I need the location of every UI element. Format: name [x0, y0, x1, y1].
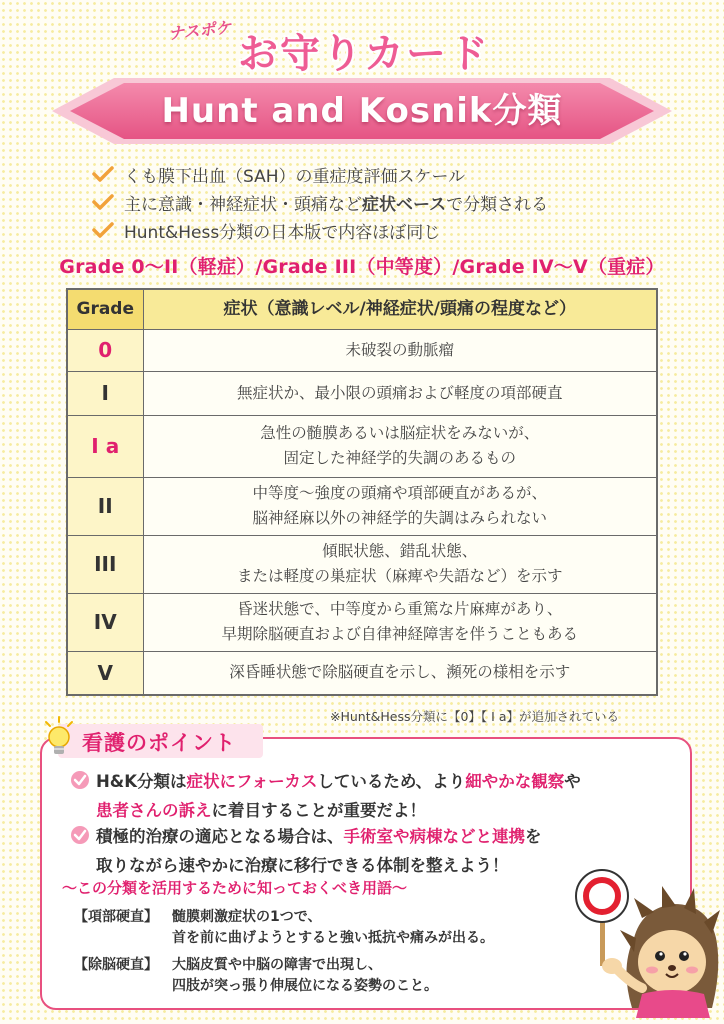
point-text: H&K分類は — [96, 772, 187, 791]
symptom-cell — [143, 477, 657, 535]
check-circle-icon — [70, 770, 90, 790]
point-text: 取りながら速やかに治療に移行できる体制を整えよう！ — [96, 856, 509, 875]
term-item — [74, 907, 494, 949]
term-name: 【除脳硬直】 — [74, 957, 158, 973]
banner-title: Hunt and Kosnik分類 — [161, 91, 563, 131]
point-1-line-2 — [70, 796, 581, 825]
grade-cell: I — [67, 371, 143, 415]
symptom-line: 急性の髄膜あるいは脳症状をみないが、 — [260, 424, 540, 442]
grade-cell: 0 — [67, 329, 143, 371]
bullet-text-part: くも膜下出血（SAH）の重症度評価スケール — [124, 166, 466, 187]
point-1-line-1-text — [96, 772, 581, 791]
check-icon — [92, 193, 114, 211]
grade-cell: V — [67, 651, 143, 695]
footnote: ※Hunt&Hess分類に【0】【 I a】が追加されている — [330, 709, 619, 724]
nursing-point-2 — [70, 822, 542, 880]
symptom-cell — [143, 415, 657, 477]
symptom-line: 昏迷状態で、中等度から重篤な片麻痺があり、 — [237, 600, 563, 618]
grade-column-header: Grade — [67, 289, 143, 329]
bullet-item — [92, 160, 548, 188]
symptom-line: 深昏睡状態で除脳硬直を示し、瀕死の様相を示す — [229, 663, 571, 682]
grade-cell: II — [67, 477, 143, 535]
term-definition-line-2: 首を前に曲げようとすると強い抵抗や痛みが出る。 — [172, 930, 494, 946]
bullet-text-part: Hunt&Hess分類の日本版で内容ほぼ同じ — [124, 222, 441, 243]
terms-heading: 〜この分類を活用するために知っておくべき用語〜 — [62, 879, 408, 897]
bullet-item — [92, 216, 548, 244]
symptom-cell — [143, 329, 657, 371]
card-title: お守りカード — [238, 31, 490, 77]
emphasis-text: 症状にフォーカス — [186, 772, 318, 791]
grade-cell: III — [67, 535, 143, 593]
check-icon — [92, 165, 114, 183]
term-item — [74, 955, 438, 997]
grade-cell: IV — [67, 593, 143, 651]
grade-cell: I a — [67, 415, 143, 477]
table-row — [67, 477, 657, 535]
brand-logo: ナスポケ — [167, 17, 233, 44]
table-row — [67, 415, 657, 477]
bullet-text-part: で分類される — [446, 194, 549, 215]
emphasis-text: 手術室や病棟などと連携 — [343, 827, 525, 846]
bullet-text — [124, 218, 440, 243]
symptom-line: 脳神経麻以外の神経学的失調はみられない — [252, 509, 547, 527]
summary-bullets — [92, 160, 548, 244]
point-2-line-2 — [70, 851, 542, 880]
points-title: 看護のポイント — [82, 731, 236, 755]
table-row — [67, 651, 657, 695]
symptom-line: または軽度の巣症状（麻痺や失語など）を示す — [236, 567, 563, 585]
grade-table — [66, 288, 658, 696]
table-row — [67, 535, 657, 593]
term-definition-line-1: 大脳皮質や中脳の障害で出現し、 — [172, 957, 382, 973]
table-row — [67, 371, 657, 415]
lightbulb-icon — [42, 716, 76, 760]
point-1-line-1 — [70, 767, 581, 796]
grade-summary: Grade 0〜II（軽症）/Grade III（中等度）/Grade IV〜V（重症） — [59, 256, 665, 278]
point-text: や — [564, 772, 581, 791]
title-banner — [52, 78, 672, 144]
emphasis-text: 細やかな観察 — [465, 772, 565, 791]
check-icon — [92, 221, 114, 239]
bullet-text-emphasis: 症状ベース — [362, 194, 447, 215]
point-text: しているため、より — [317, 772, 466, 791]
symptom-line: 未破裂の動脈瘤 — [345, 340, 454, 359]
bullet-text — [124, 162, 465, 187]
table-row — [67, 329, 657, 371]
bullet-text — [124, 190, 548, 215]
symptom-line: 無症状か、最小限の頭痛および軽度の項部硬直 — [236, 383, 563, 402]
emphasis-text: 患者さんの訴え — [96, 801, 212, 820]
symptom-line: 中等度〜強度の頭痛や項部硬直があるが、 — [252, 484, 547, 502]
point-text: 積極的治療の適応となる場合は、 — [96, 827, 344, 846]
term-definition-line-2: 四肢が突っ張り伸展位になる姿勢のこと。 — [172, 978, 438, 994]
table-header-row — [67, 289, 657, 329]
symptom-cell — [143, 651, 657, 695]
term-definition-line-1: 髄膜刺激症状の1つで、 — [172, 909, 322, 925]
point-text: に着目することが重要だよ！ — [211, 801, 426, 820]
symptom-line: 早期除脳硬直および自律神経障害を伴うこともある — [221, 625, 578, 643]
symptom-cell — [143, 371, 657, 415]
bullet-item — [92, 188, 548, 216]
point-text: を — [525, 827, 542, 846]
check-circle-icon — [70, 825, 90, 845]
point-2-line-1-text — [96, 827, 542, 846]
hedgehog-mascot — [562, 858, 722, 1018]
table-row — [67, 593, 657, 651]
symptom-column-header: 症状（意識レベル/神経症状/頭痛の程度など） — [143, 289, 657, 329]
symptom-line: 固定した神経学的失調のあるもの — [283, 449, 516, 467]
symptom-line: 傾眠状態、錯乱状態、 — [322, 542, 478, 560]
symptom-cell — [143, 593, 657, 651]
point-2-line-1 — [70, 822, 542, 851]
bullet-text-part: 主に意識・神経症状・頭痛など — [124, 194, 362, 215]
nursing-point-1 — [70, 767, 581, 825]
symptom-cell — [143, 535, 657, 593]
term-name: 【項部硬直】 — [74, 909, 158, 925]
